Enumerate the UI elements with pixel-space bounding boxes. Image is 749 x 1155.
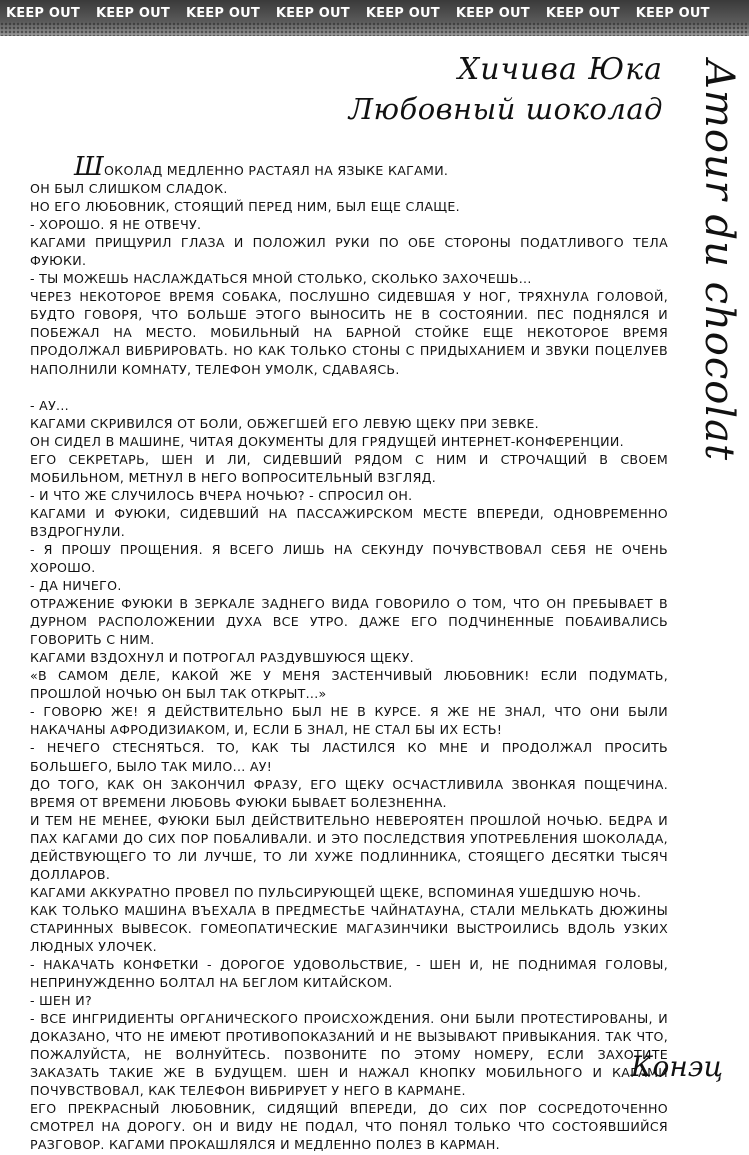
- story-paragraph: ОТРАЖЕНИЕ ФУЮКИ В ЗЕРКАЛЕ ЗАДНЕГО ВИДА ГОВОРИЛО О ТОМ, ЧТО ОН ПРЕБЫВАЕТ В ДУРНОМ РАСПОЛОЖЕНИИ ДУХА ВСЕ УТРО. ДАЖЕ ЕГО ПОДЧИНЕННЫЕ ПОБАИВАЛИСЬ ГОВОРИТЬ С НИМ.: [30, 596, 668, 648]
- story-title: Любовный шоколад: [348, 92, 663, 126]
- story-paragraph: - ГОВОРЮ ЖЕ! Я ДЕЙСТВИТЕЛЬНО БЫЛ НЕ В КУРСЕ. Я ЖЕ НЕ ЗНАЛ, ЧТО ОНИ БЫЛИ НАКАЧАНЫ АФРОДИЗИАКОМ, И, ЕСЛИ Б ЗНАЛ, НЕ СТАЛ БЫ ИХ ЕСТЬ!: [30, 704, 668, 738]
- story-paragraph: - НЕЧЕГО СТЕСНЯТЬСЯ. ТО, КАК ТЫ ЛАСТИЛСЯ КО МНЕ И ПРОДОЛЖАЛ ПРОСИТЬ БОЛЬШЕГО, БЫЛО ТАК МИЛО... АУ!: [30, 740, 668, 774]
- story-paragraph: - И ЧТО ЖЕ СЛУЧИЛОСЬ ВЧЕРА НОЧЬЮ? - СПРОСИЛ ОН.: [30, 487, 413, 503]
- story-paragraph: - ХОРОШО. Я НЕ ОТВЕЧУ.: [30, 217, 202, 233]
- banner-word: KEEP OUT: [95, 6, 170, 21]
- story-paragraph: ЧЕРЕЗ НЕКОТОРОЕ ВРЕМЯ СОБАКА, ПОСЛУШНО СИДЕВШАЯ У НОГ, ТРЯХНУЛА ГОЛОВОЙ, БУДТО ГОВОРЯ, ЧТО БОЛЬШЕ ЭТОГО ВЫНОСИТЬ НЕ В СОСТОЯНИИ. ПЕС ПОДНЯЛСЯ И ПОБЕЖАЛ НА МЕСТО. МОБИЛЬНЫЙ НА БАРНОЙ СТОЙКЕ ЕЩЕ НЕКОТОРОЕ ВРЕМЯ ПРОДОЛЖАЛ ВИБРИРОВАТЬ. НО КАК ТОЛЬКО СТОНЫ С ПРИДЫХАНИЕМ И ЗВУКИ ПОЦЕЛУЕВ НАПОЛНИЛИ КОМНАТУ, ТЕЛЕФОН УМОЛК, СДАВАЯСЬ.: [30, 289, 668, 377]
- story-paragraph: ЕГО СЕКРЕТАРЬ, ШЕН И ЛИ, СИДЕВШИЙ РЯДОМ С НИМ И СТРОЧАЩИЙ В СВОЕМ МОБИЛЬНОМ, МЕТНУЛ В НЕГО ВОПРОСИТЕЛЬНЫЙ ВЗГЛЯД.: [30, 451, 668, 485]
- story-paragraph: КАК ТОЛЬКО МАШИНА ВЪЕХАЛА В ПРЕДМЕСТЬЕ ЧАЙНАТАУНА, СТАЛИ МЕЛЬКАТЬ ДЮЖИНЫ СТАРИННЫХ ВЫВЕСОК. ГОМЕОПАТИЧЕСКИЕ МАГАЗИНЧИКИ ВЫСТРОИЛИСЬ ВДОЛЬ УЗКИХ ЛЮДНЫХ УЛОЧЕК.: [30, 902, 668, 954]
- story-paragraph: КАГАМИ И ФУЮКИ, СИДЕВШИЙ НА ПАССАЖИРСКОМ МЕСТЕ ВПЕРЕДИ, ОДНОВРЕМЕННО ВЗДРОГНУЛИ.: [30, 505, 668, 539]
- story-paragraph: - ВСЕ ИНГРИДИЕНТЫ ОРГАНИЧЕСКОГО ПРОИСХОЖДЕНИЯ. ОНИ БЫЛИ ПРОТЕСТИРОВАНЫ, И ДОКАЗАНО, ЧТО НЕ ИМЕЮТ ПРОТИВОПОКАЗАНИЙ И НЕ ВЫЗЫВАЮТ ПРИВЫКАНИЯ. ТАК ЧТО, ПОЖАЛУЙСТА, НЕ ВОЛНУЙТЕСЬ. ПОЗВОНИТЕ ПО ЭТОМУ НОМЕРУ, ЕСЛИ ЗАХОТИТЕ ЗАКАЗАТЬ ТАКИЕ ЖЕ В БУДУЩЕМ. ШЕН И НАЖАЛ КНОПКУ МОБИЛЬНОГО И КАГАМИ ПОЧУВСТВОВАЛ, КАК ТЕЛЕФОН ВИБРИРУЕТ У НЕГО В КАРМАНЕ.: [30, 1011, 668, 1099]
- paragraph-gap: [30, 379, 668, 397]
- banner-word: KEEP OUT: [185, 6, 260, 21]
- story-paragraph: - ДА НИЧЕГО.: [30, 578, 122, 594]
- banner-word: KEEP OUT: [545, 6, 620, 21]
- vertical-side-title: Amour du chocolat: [696, 60, 742, 462]
- story-paragraph: КАГАМИ ПРИЩУРИЛ ГЛАЗА И ПОЛОЖИЛ РУКИ ПО ОБЕ СТОРОНЫ ПОДАТЛИВОГО ТЕЛА ФУЮКИ.: [30, 235, 668, 269]
- keep-out-banner: [0, 0, 749, 36]
- banner-word: KEEP OUT: [365, 6, 440, 21]
- story-body: [30, 152, 668, 1155]
- story-paragraph: ОН БЫЛ СЛИШКОМ СЛАДОК.: [30, 181, 228, 197]
- story-ending: Конэц: [630, 1050, 723, 1083]
- opening-paragraph: ШОКОЛАД МЕДЛЕННО РАСТАЯЛ НА ЯЗЫКЕ КАГАМИ.: [74, 152, 449, 182]
- story-paragraph: НО ЕГО ЛЮБОВНИК, СТОЯЩИЙ ПЕРЕД НИМ, БЫЛ ЕЩЕ СЛАЩЕ.: [30, 199, 460, 215]
- story-paragraph: КАГАМИ СКРИВИЛСЯ ОТ БОЛИ, ОБЖЕГШЕЙ ЕГО ЛЕВУЮ ЩЕКУ ПРИ ЗЕВКЕ.: [30, 415, 539, 431]
- story-paragraph: - НАКАЧАТЬ КОНФЕТКИ - ДОРОГОЕ УДОВОЛЬСТВИЕ, - ШЕН И, НЕ ПОДНИМАЯ ГОЛОВЫ, НЕПРИНУЖДЕННО БОЛТАЛ НА БЕГЛОМ КИТАЙСКОМ.: [30, 957, 668, 991]
- banner-halftone: [0, 22, 749, 36]
- story-paragraph: - ТЫ МОЖЕШЬ НАСЛАЖДАТЬСЯ МНОЙ СТОЛЬКО, СКОЛЬКО ЗАХОЧЕШЬ...: [30, 271, 532, 287]
- story-paragraph: «В САМОМ ДЕЛЕ, КАКОЙ ЖЕ У МЕНЯ ЗАСТЕНЧИВЫЙ ЛЮБОВНИК! ЕСЛИ ПОДУМАТЬ, ПРОШЛОЙ НОЧЬЮ ОН БЫЛ ТАК ОТКРЫТ...»: [30, 668, 668, 702]
- story-paragraph: КАГАМИ ВЗДОХНУЛ И ПОТРОГАЛ РАЗДУВШУЮСЯ ЩЕКУ.: [30, 650, 414, 666]
- story-paragraph: ДО ТОГО, КАК ОН ЗАКОНЧИЛ ФРАЗУ, ЕГО ЩЕКУ ОСЧАСТЛИВИЛА ЗВОНКАЯ ПОЩЕЧИНА. ВРЕМЯ ОТ ВРЕМЕНИ ЛЮБОВЬ ФУЮКИ БЫВАЕТ БОЛЕЗНЕННА.: [30, 776, 668, 810]
- banner-word: KEEP OUT: [635, 6, 710, 21]
- banner-row: [6, 6, 710, 21]
- banner-word: KEEP OUT: [275, 6, 350, 21]
- story-paragraph: - АУ...: [30, 397, 69, 413]
- story-paragraph: - ШЕН И?: [30, 993, 92, 1009]
- story-paragraph: КАГАМИ АККУРАТНО ПРОВЕЛ ПО ПУЛЬСИРУЮЩЕЙ ЩЕКЕ, ВСПОМИНАЯ УШЕДШУЮ НОЧЬ.: [30, 884, 642, 900]
- story-paragraph: ОН СИДЕЛ В МАШИНЕ, ЧИТАЯ ДОКУМЕНТЫ ДЛЯ ГРЯДУЩЕЙ ИНТЕРНЕТ-КОНФЕРЕНЦИИ.: [30, 433, 624, 449]
- story-paragraph: И ТЕМ НЕ МЕНЕЕ, ФУЮКИ БЫЛ ДЕЙСТВИТЕЛЬНО НЕВЕРОЯТЕН ПРОШЛОЙ НОЧЬЮ. БЕДРА И ПАХ КАГАМИ ДО СИХ ПОР ПОБАЛИВАЛИ. И ЭТО ПОСЛЕДСТВИЯ УПОТРЕБЛЕНИЯ ШОКОЛАДА, ДЕЙСТВУЮЩЕГО ТО ЛИ ЛУЧШЕ, ТО ЛИ ХУЖЕ ПОДЛИННИКА, СТОЯЩЕГО ДЕСЯТКИ ТЫСЯЧ ДОЛЛАРОВ.: [30, 812, 668, 882]
- banner-word: KEEP OUT: [455, 6, 530, 21]
- banner-word: KEEP OUT: [6, 6, 80, 21]
- story-paragraph: ЕГО ПРЕКРАСНЫЙ ЛЮБОВНИК, СИДЯЩИЙ ВПЕРЕДИ, ДО СИХ ПОР СОСРЕДОТОЧЕННО СМОТРЕЛ НА ДОРОГУ. ОН И ВИДУ НЕ ПОДАЛ, ЧТО ПОНЯЛ ТОЛЬКО ЧТО СОСТОЯВШИЙСЯ РАЗГОВОР. КАГАМИ ПРОКАШЛЯЛСЯ И МЕДЛЕННО ПОЛЕЗ В КАРМАН.: [30, 1101, 668, 1153]
- author-name: Хичива Юка: [457, 52, 663, 87]
- story-paragraph: - Я ПРОШУ ПРОЩЕНИЯ. Я ВСЕГО ЛИШЬ НА СЕКУНДУ ПОЧУВСТВОВАЛ СЕБЯ НЕ ОЧЕНЬ ХОРОШО.: [30, 541, 668, 575]
